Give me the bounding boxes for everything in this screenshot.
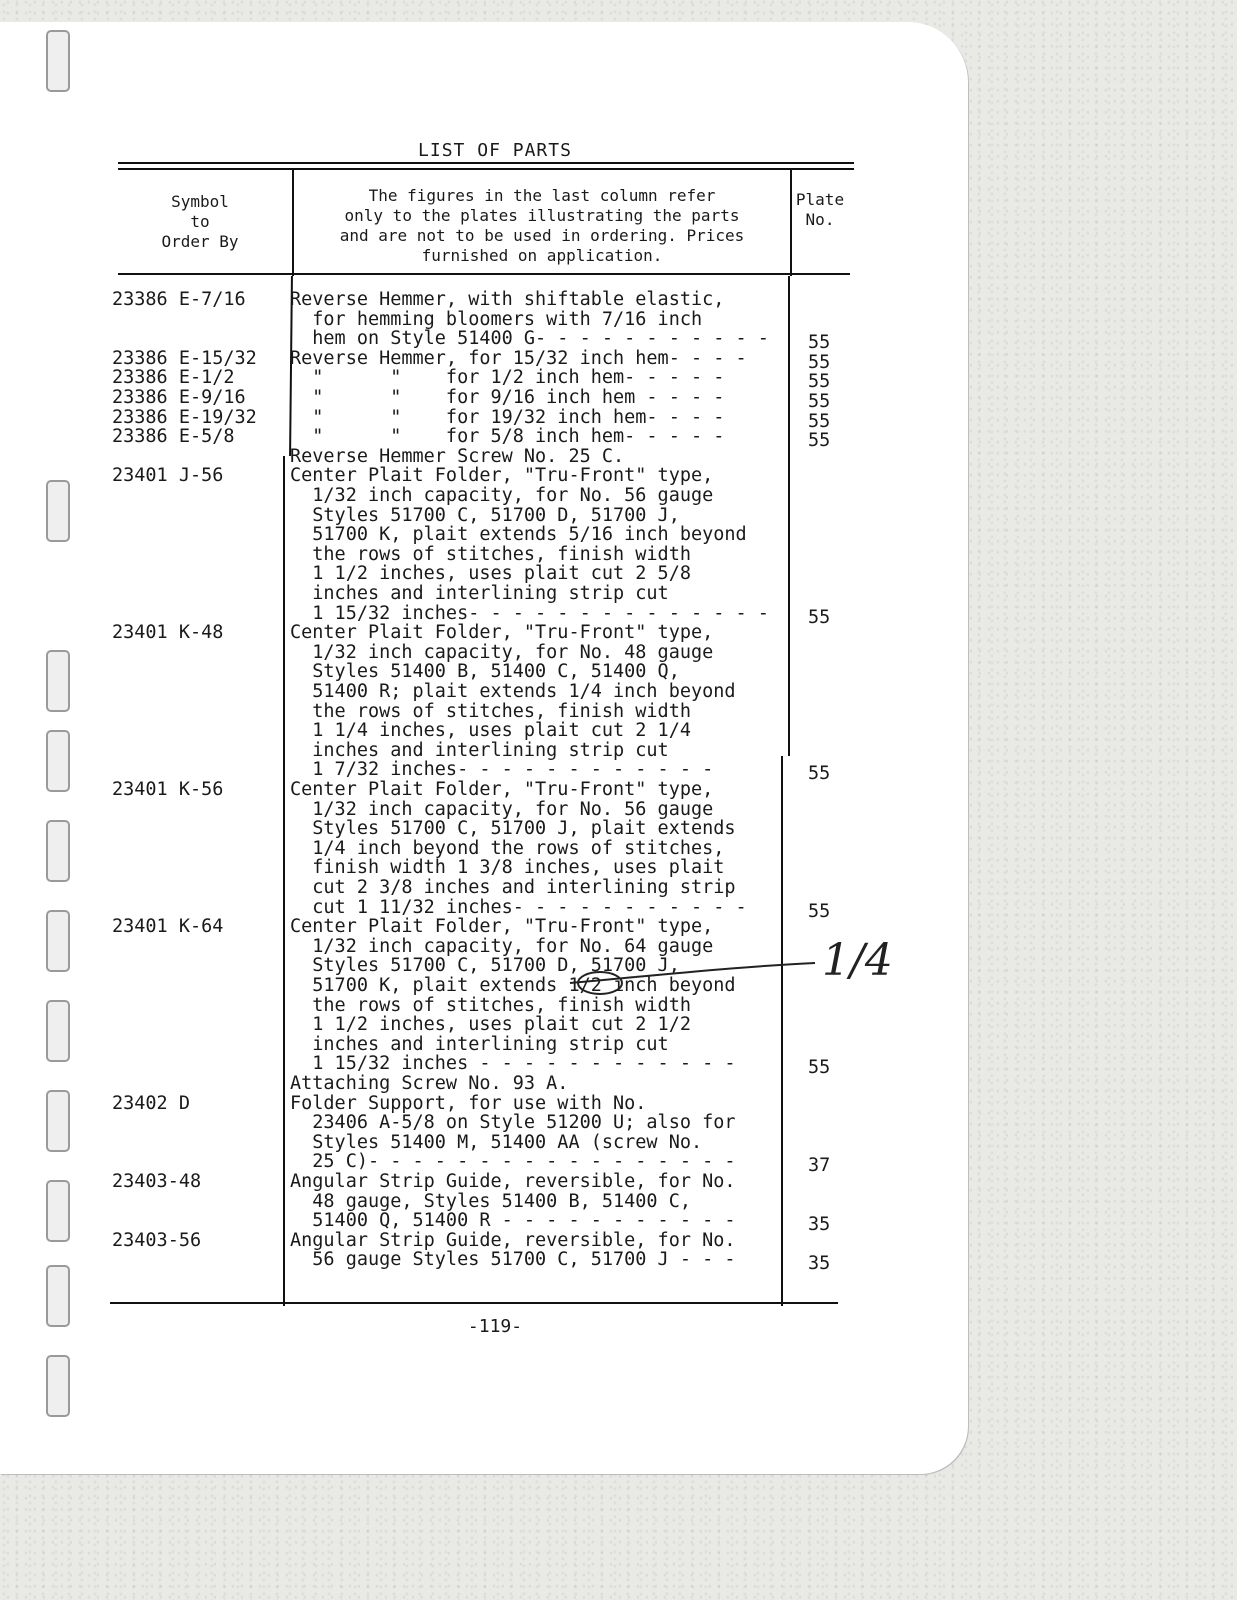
- header-plate-line: Plate: [795, 190, 845, 209]
- part-description-line: 1 7/32 inches- - - - - - - - - - - -: [290, 759, 714, 781]
- part-symbol: 23401 J-56: [112, 465, 224, 487]
- part-description-line: Styles 51700 C, 51700 D, 51700 J,: [290, 504, 680, 526]
- part-description-line: 51400 Q, 51400 R - - - - - - - - - - -: [290, 1210, 736, 1232]
- plate-number: 55: [808, 410, 831, 432]
- part-description-line: inches and interlining strip cut: [290, 1033, 669, 1055]
- binding-hole: [46, 1000, 70, 1062]
- part-description-line: 1/32 inch capacity, for No. 64 gauge: [290, 935, 714, 957]
- part-description-line: Angular Strip Guide, reversible, for No.: [290, 1229, 736, 1251]
- handwritten-annotation: 1/4: [822, 935, 893, 986]
- part-description-line: 56 gauge Styles 51700 C, 51700 J - - -: [290, 1249, 736, 1271]
- part-symbol: 23403-56: [112, 1229, 202, 1251]
- part-description-line: 1 1/2 inches, uses plait cut 2 1/2: [290, 1014, 691, 1036]
- part-description-line: " " for 19/32 inch hem- - - -: [290, 406, 725, 428]
- header-plate: [790, 190, 850, 230]
- plate-number: 55: [808, 391, 831, 412]
- plate-number: 55: [808, 430, 831, 452]
- plate-number: 55: [808, 606, 831, 628]
- top-rule: [118, 162, 854, 164]
- part-description-line: the rows of stitches, finish width: [290, 994, 691, 1016]
- page-number: -119-: [467, 1316, 523, 1337]
- plate-number: 35: [808, 1214, 831, 1236]
- part-description-line: Center Plait Folder, "Tru-Front" type,: [290, 622, 714, 644]
- binding-hole: [46, 910, 70, 972]
- part-description-line: Center Plait Folder, "Tru-Front" type,: [290, 465, 714, 487]
- column-divider-left-lower: [283, 456, 285, 1306]
- part-description-line: 1/32 inch capacity, for No. 56 gauge: [290, 485, 714, 506]
- plate-number: 55: [808, 900, 831, 922]
- part-description-line: 1/32 inch capacity, for No. 48 gauge: [290, 641, 714, 663]
- part-description-line: " " for 1/2 inch hem- - - - -: [290, 367, 725, 389]
- header-description-line: furnished on application.: [421, 246, 663, 265]
- part-description-line: Attaching Screw No. 93 A.: [290, 1073, 569, 1094]
- part-description-line: Center Plait Folder, "Tru-Front" type,: [290, 779, 714, 800]
- part-symbol: 23401 K-48: [112, 622, 224, 644]
- part-description-line: Reverse Hemmer, for 15/32 inch hem- - - -: [290, 347, 747, 369]
- header-divider-left: [292, 170, 294, 276]
- part-symbol: 23401 K-56: [112, 779, 224, 800]
- header-symbol-line: Symbol: [171, 192, 229, 211]
- part-symbol: 23402 D: [112, 1092, 190, 1114]
- top-rule-double: [118, 168, 854, 170]
- bottom-rule: [110, 1302, 838, 1304]
- binding-hole: [46, 1355, 70, 1417]
- header-symbol-line: Order By: [161, 232, 239, 251]
- part-description-line: 1/32 inch capacity, for No. 56 gauge: [290, 798, 714, 820]
- part-description-line: 1/4 inch beyond the rows of stitches,: [290, 837, 725, 859]
- part-description-line: Reverse Hemmer, with shiftable elastic,: [290, 289, 725, 310]
- part-description-line: the rows of stitches, finish width: [290, 543, 691, 565]
- part-description-line: 25 C)- - - - - - - - - - - - - - - - -: [290, 1151, 736, 1173]
- binding-hole: [46, 1090, 70, 1152]
- header-description: [300, 186, 784, 266]
- part-symbol: 23386 E-1/2: [112, 367, 235, 389]
- part-description-line: the rows of stitches, finish width: [290, 700, 691, 722]
- part-description-line: 23406 A-5/8 on Style 51200 U; also for: [290, 1112, 736, 1134]
- part-description-line: 1 15/32 inches - - - - - - - - - - - -: [290, 1053, 736, 1075]
- part-description-line: hem on Style 51400 G- - - - - - - - - - -: [290, 328, 769, 350]
- binding-hole: [46, 480, 70, 542]
- part-symbol: 23386 E-9/16: [112, 387, 246, 408]
- part-symbol: 23386 E-15/32: [112, 347, 257, 369]
- header-symbol: [140, 192, 260, 252]
- plate-number: 35: [808, 1253, 831, 1275]
- part-description-line: 51700 K, plait extends 1/2 inch beyond: [290, 975, 736, 996]
- part-description-line: inches and interlining strip cut: [290, 583, 669, 604]
- page-title: LIST OF PARTS: [418, 140, 572, 161]
- part-description-line: cut 2 3/8 inches and interlining strip: [290, 877, 736, 898]
- part-description-line: " " for 9/16 inch hem - - - -: [290, 387, 725, 408]
- part-description-line: cut 1 11/32 inches- - - - - - - - - - -: [290, 896, 747, 918]
- header-description-line: and are not to be used in ordering. Prices: [339, 226, 745, 245]
- part-description-line: 51700 K, plait extends 5/16 inch beyond: [290, 524, 747, 546]
- binding-hole: [46, 1180, 70, 1242]
- header-rule: [118, 273, 850, 275]
- part-symbol: 23403-48: [112, 1171, 202, 1192]
- part-symbol: 23401 K-64: [112, 916, 224, 938]
- plate-number: 55: [808, 332, 831, 354]
- column-divider-right: [788, 276, 790, 756]
- part-description-line: Folder Support, for use with No.: [290, 1092, 647, 1114]
- header-plate-line: No.: [805, 210, 835, 229]
- binding-hole: [46, 730, 70, 792]
- part-symbol: 23386 E-5/8: [112, 426, 235, 448]
- part-description-line: finish width 1 3/8 inches, uses plait: [290, 857, 725, 879]
- part-description-line: Styles 51700 C, 51700 D, 51700 J,: [290, 955, 680, 977]
- part-description-line: 1 1/2 inches, uses plait cut 2 5/8: [290, 563, 691, 585]
- handwritten-strike: [560, 955, 820, 995]
- plate-number: 55: [808, 1057, 831, 1079]
- part-description-line: for hemming bloomers with 7/16 inch: [290, 308, 703, 330]
- plate-number: 55: [808, 351, 831, 373]
- header-description-line: The figures in the last column refer: [368, 186, 716, 205]
- column-divider-right-lower: [781, 756, 783, 1306]
- part-description-line: inches and interlining strip cut: [290, 739, 669, 761]
- part-description-line: 1 1/4 inches, uses plait cut 2 1/4: [290, 720, 691, 742]
- part-description-line: 51400 R; plait extends 1/4 inch beyond: [290, 681, 736, 702]
- part-description-line: 48 gauge, Styles 51400 B, 51400 C,: [290, 1190, 691, 1212]
- part-description-line: Styles 51400 B, 51400 C, 51400 Q,: [290, 661, 680, 683]
- binding-hole: [46, 650, 70, 712]
- part-description-line: Styles 51700 C, 51700 J, plait extends: [290, 818, 736, 840]
- part-description-line: Center Plait Folder, "Tru-Front" type,: [290, 916, 714, 938]
- header-symbol-line: to: [190, 212, 210, 231]
- plate-number: 55: [808, 371, 831, 393]
- part-description-line: Styles 51400 M, 51400 AA (screw No.: [290, 1131, 703, 1153]
- part-symbol: 23386 E-19/32: [112, 406, 257, 428]
- part-symbol: 23386 E-7/16: [112, 289, 246, 310]
- binding-hole: [46, 820, 70, 882]
- part-description-line: Angular Strip Guide, reversible, for No.: [290, 1171, 736, 1192]
- binding-hole: [46, 30, 70, 92]
- part-description-line: Reverse Hemmer Screw No. 25 C.: [290, 445, 625, 467]
- plate-number: 55: [808, 763, 831, 785]
- part-description-line: " " for 5/8 inch hem- - - - -: [290, 426, 725, 448]
- header-description-line: only to the plates illustrating the parts: [344, 206, 740, 225]
- part-description-line: 1 15/32 inches- - - - - - - - - - - - - -: [290, 602, 769, 624]
- plate-number: 37: [808, 1155, 831, 1177]
